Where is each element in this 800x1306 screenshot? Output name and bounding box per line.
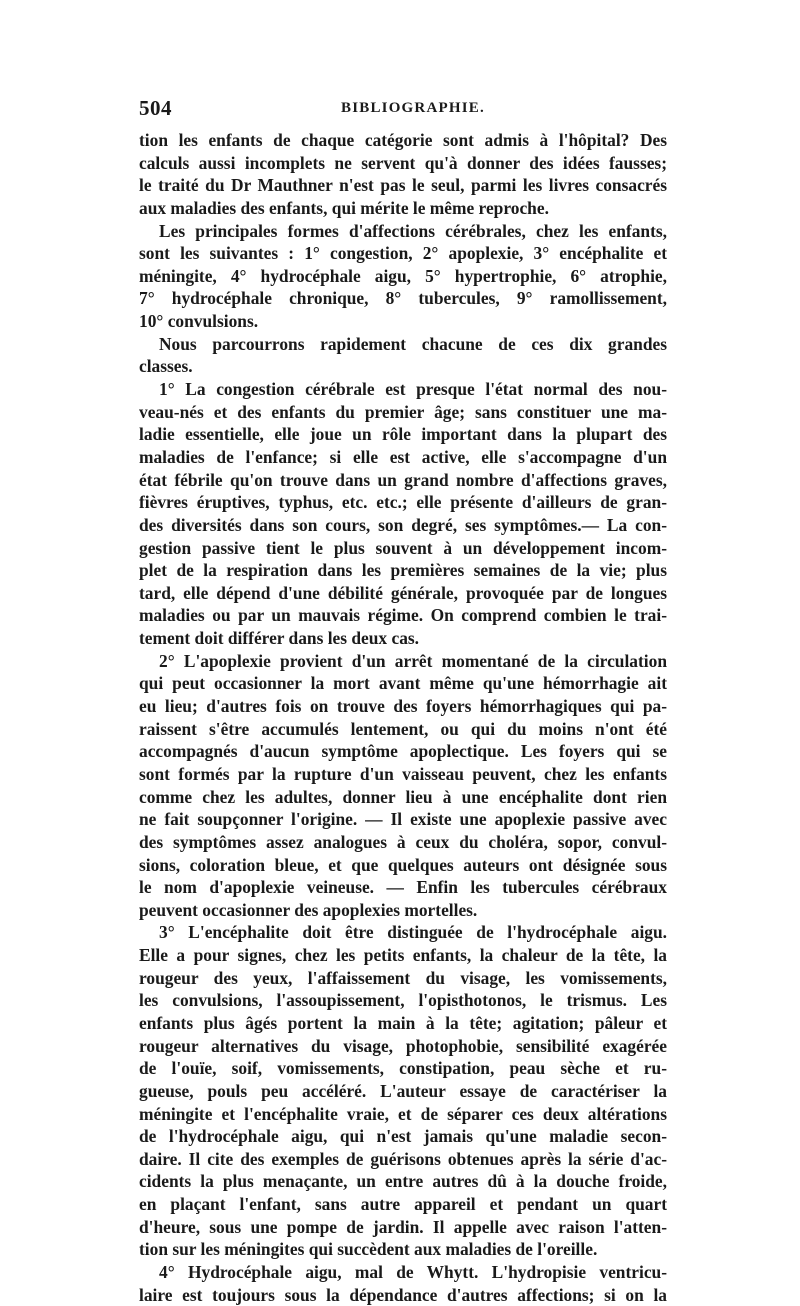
- text-line: le traité du Dr Mauthner n'est pas le seul, parmi les livres consacrés: [139, 175, 667, 196]
- body-text: [139, 129, 667, 1306]
- page-header: [139, 96, 667, 122]
- text-line: tard, elle dépend d'une débilité générale, provoquée par de longues: [139, 582, 667, 603]
- text-line: plet de la respiration dans les premières semaines de la vie; plus: [139, 560, 667, 581]
- text-line: rougeur des yeux, l'affaissement du visage, les vomissements,: [139, 967, 667, 988]
- text-line: Les principales formes d'affections cérébrales, chez les enfants,: [159, 220, 667, 241]
- text-line: le nom d'apoplexie veineuse. — Enfin les tubercules cérébraux: [139, 877, 667, 898]
- text-line: méningite et l'encéphalite vraie, et de séparer ces deux altérations: [139, 1103, 667, 1124]
- text-line: tement doit différer dans les deux cas.: [139, 628, 419, 649]
- text-line: qui peut occasionner la mort avant même qu'une hémorrhagie ait: [139, 673, 667, 694]
- text-line: cidents la plus menaçante, un entre autres dû à la douche froide,: [139, 1171, 667, 1192]
- text-line: 3° L'encéphalite doit être distinguée de l'hydrocéphale aigu.: [159, 922, 667, 943]
- page-number: 504: [139, 96, 172, 120]
- text-line: classes.: [139, 356, 193, 377]
- text-line: des diversités dans son cours, son degré, ses symptômes.— La con-: [139, 514, 667, 535]
- text-line: Nous parcourrons rapidement chacune de ces dix grandes: [159, 333, 667, 354]
- text-line: fièvres éruptives, typhus, etc. etc.; elle présente d'ailleurs de gran-: [139, 492, 667, 513]
- text-line: les convulsions, l'assoupissement, l'opisthotonos, le trismus. Les: [139, 990, 667, 1011]
- text-line: d'heure, sous une pompe de jardin. Il appelle avec raison l'atten-: [139, 1216, 667, 1237]
- text-line: enfants plus âgés portent la main à la tête; agitation; pâleur et: [139, 1012, 667, 1033]
- text-line: des symptômes assez analogues à ceux du choléra, sopor, convul-: [139, 831, 667, 852]
- text-line: méningite, 4° hydrocéphale aigu, 5° hypertrophie, 6° atrophie,: [139, 265, 667, 286]
- text-line: ne fait soupçonner l'origine. — Il existe une apoplexie passive avec: [139, 809, 667, 830]
- text-line: sont formés par la rupture d'un vaisseau peuvent, chez les enfants: [139, 763, 667, 784]
- text-line: état fébrile qu'on trouve dans un grand nombre d'affections graves,: [139, 469, 667, 490]
- text-line: sions, coloration bleue, et que quelques auteurs ont désignée sous: [139, 854, 667, 875]
- text-line: comme chez les adultes, donner lieu à une encéphalite dont rien: [139, 786, 667, 807]
- text-line: rougeur alternatives du visage, photophobie, sensibilité exagérée: [139, 1035, 667, 1056]
- text-line: tion les enfants de chaque catégorie sont admis à l'hôpital? Des: [139, 130, 667, 150]
- text-line: accompagnés d'aucun symptôme apoplectique. Les foyers qui se: [139, 741, 667, 762]
- text-line: daire. Il cite des exemples de guérisons obtenues après la série d'ac-: [139, 1148, 667, 1169]
- text-line: ladie essentielle, elle joue un rôle important dans la plupart des: [139, 424, 667, 445]
- text-line: 10° convulsions.: [139, 311, 259, 332]
- text-line: Elle a pour signes, chez les petits enfants, la chaleur de la tête, la: [139, 945, 667, 966]
- text-line: calculs aussi incomplets ne servent qu'à donner des idées fausses;: [139, 152, 667, 173]
- text-line: gestion passive tient le plus souvent à un développement incom-: [139, 537, 667, 558]
- text-line: 2° L'apoplexie provient d'un arrêt momentané de la circulation: [159, 650, 667, 671]
- text-line: de l'ouïe, soif, vomissements, constipation, peau sèche et ru-: [139, 1058, 667, 1079]
- text-line: eu lieu; d'autres fois on trouve des foyers hémorrhagiques qui pa-: [139, 696, 667, 717]
- text-line: 4° Hydrocéphale aigu, mal de Whytt. L'hydropisie ventricu-: [159, 1262, 667, 1283]
- text-line: veau-nés et des enfants du premier âge; sans constituer une ma-: [139, 401, 667, 422]
- text-line: 1° La congestion cérébrale est presque l'état normal des nou-: [159, 379, 667, 400]
- text-line: en plaçant l'enfant, sans autre appareil et pendant un quart: [139, 1194, 667, 1215]
- text-line: tion sur les méningites qui succèdent aux maladies de l'oreille.: [139, 1239, 598, 1260]
- text-line: 7° hydrocéphale chronique, 8° tubercules, 9° ramollissement,: [139, 288, 667, 309]
- text-line: raissent s'être accumulés lentement, ou qui du moins n'ont été: [139, 718, 667, 739]
- running-head: BIBLIOGRAPHIE.: [341, 100, 485, 116]
- text-line: sont les suivantes : 1° congestion, 2° apoplexie, 3° encéphalite et: [139, 243, 667, 264]
- text-line: de l'hydrocéphale aigu, qui n'est jamais qu'une maladie secon-: [139, 1126, 667, 1147]
- text-line: gueuse, pouls peu accéléré. L'auteur essaye de caractériser la: [139, 1080, 667, 1101]
- text-line: peuvent occasionner des apoplexies mortelles.: [139, 899, 478, 920]
- text-line: maladies de l'enfance; si elle est active, elle s'accompagne d'un: [139, 446, 667, 467]
- text-line: maladies ou par un mauvais régime. On comprend combien le trai-: [139, 605, 667, 626]
- text-line: laire est toujours sous la dépendance d'autres affections; si on la: [139, 1284, 667, 1305]
- text-line: aux maladies des enfants, qui mérite le même reproche.: [139, 197, 549, 218]
